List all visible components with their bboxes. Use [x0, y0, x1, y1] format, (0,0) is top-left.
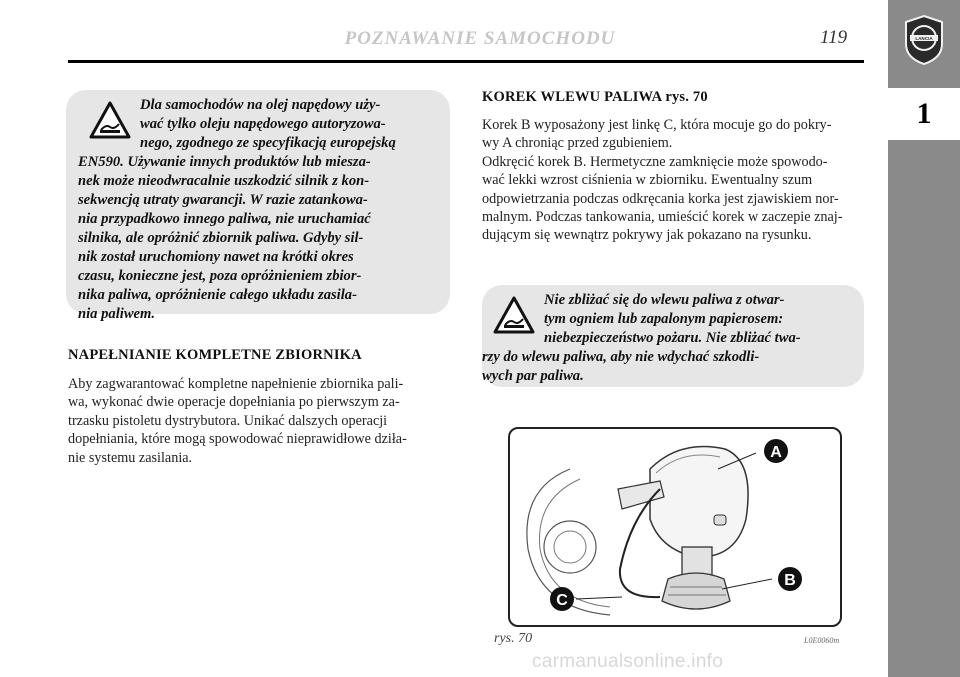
warning-line: niebezpieczeństwo pożaru. Nie zbliżać twa- — [544, 330, 801, 346]
warning-line: czasu, konieczne jest, poza opróżnieniem zbior- — [78, 268, 362, 284]
lancia-logo-icon — [902, 14, 946, 66]
warning-triangle-icon — [88, 100, 132, 140]
figure-fuel-cap — [508, 427, 842, 627]
text-line: nie systemu zasilania. — [68, 449, 193, 466]
text-line: odpowietrzania podczas odkręcania korka jest zjawiskiem nor- — [482, 190, 839, 207]
watermark: carmanualsonline.info — [532, 651, 724, 672]
warning-box-fire — [482, 285, 864, 387]
text-line: dopełniania, które mogą spowodować nieprawidłowe dziła- — [68, 431, 407, 448]
section-heading-fuel-cap: KOREK WLEWU PALIWA rys. 70 — [482, 89, 708, 105]
warning-box-diesel — [66, 90, 450, 322]
warning-line: nek może nieodwracalnie uszkodzić silnik z kon- — [78, 173, 370, 189]
full-tank-paragraph — [68, 375, 450, 467]
text-line: Odkręcić korek B. Hermetyczne zamknięcie może spowodo- — [482, 153, 828, 170]
page-number: 119 — [820, 27, 848, 48]
text-line: trzasku pistoletu dystrybutora. Unikać dalszych operacji — [68, 412, 388, 429]
section-tab[interactable]: 1 — [888, 88, 960, 140]
warning-line: wych par paliwa. — [482, 368, 584, 384]
warning-line: nika paliwa, opróżnienie całego układu zasila- — [78, 287, 357, 303]
running-header-title: POZNAWANIE SAMOCHODU — [344, 28, 616, 49]
text-line: wy A chroniąc przed zgubieniem. — [482, 135, 673, 152]
callout-b: B — [784, 572, 796, 589]
svg-text:LANCIA: LANCIA — [915, 36, 933, 41]
text-line: wa, wykonać dwie operacje dopełniania po pierwszym za- — [68, 394, 400, 411]
figure-code: L0E0060m — [804, 636, 840, 645]
callout-c: C — [556, 592, 568, 609]
warning-line: Nie zbliżać się do wlewu paliwa z otwar- — [544, 292, 785, 308]
warning-line: nego, zgodnego ze specyfikacją europejską — [140, 135, 396, 151]
callout-a: A — [770, 444, 782, 461]
warning-line: nia przypadkowo innego paliwa, nie uruchamiać — [78, 211, 371, 227]
warning-line: wać tylko oleju napędowego autoryzowa- — [140, 116, 386, 132]
warning-line: silnika, ale opróżnić zbiornik paliwa. Gdyby sil- — [78, 230, 364, 246]
figure-caption: rys. 70 — [494, 631, 533, 646]
text-line: wać lekki wzrost ciśnienia w zbiorniku. Ewentualny szum — [482, 172, 813, 189]
text-line: dującym się wewnątrz pokrywy jak pokazano na rysunku. — [482, 227, 812, 244]
warning-line: Dla samochodów na olej napędowy uży- — [140, 97, 381, 113]
fuel-cap-illustration — [510, 429, 840, 625]
warning-line: EN590. Używanie innych produktów lub miesza- — [78, 154, 371, 170]
header-rule — [68, 60, 864, 63]
text-line: Aby zagwarantować kompletne napełnienie zbiornika pali- — [68, 376, 404, 392]
text-line: Korek B wyposażony jest linkę C, która mocuje go do pokry- — [482, 117, 832, 133]
text-line: malnym. Podczas tankowania, umieścić korek w zaczepie znaj- — [482, 209, 843, 226]
warning-line: tym ogniem lub zapalonym papierosem: — [544, 311, 784, 327]
section-heading-full-tank: NAPEŁNIANIE KOMPLETNE ZBIORNIKA — [68, 347, 362, 363]
warning-line: rzy do wlewu paliwa, aby nie wdychać szkodli- — [482, 349, 760, 365]
warning-line: sekwencją utraty gwarancji. W razie zatankowa- — [78, 192, 368, 208]
warning-line: nia paliwem. — [78, 306, 156, 322]
fuel-cap-paragraph — [482, 116, 864, 245]
warning-triangle-icon — [492, 295, 536, 335]
warning-line: nik został uruchomiony nawet na krótki okres — [78, 249, 354, 265]
